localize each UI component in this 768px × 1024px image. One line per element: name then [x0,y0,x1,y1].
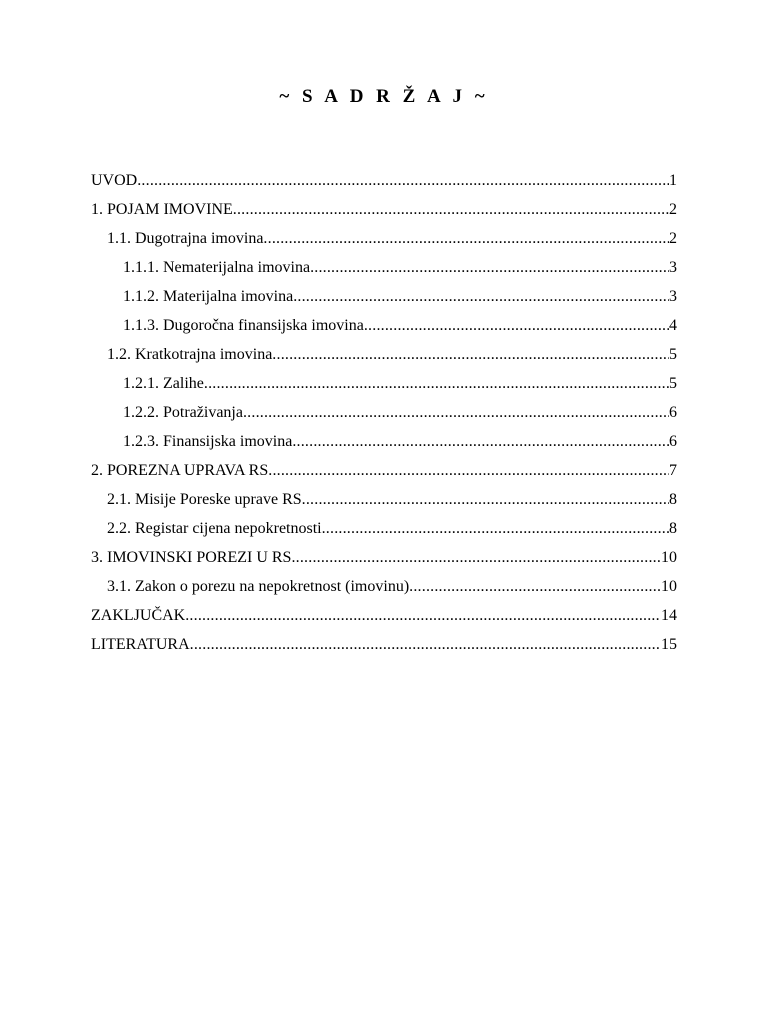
toc-page-number: 8 [669,491,677,508]
toc-page-number: 5 [669,375,677,392]
toc-entry-label: 1.1.1. Nematerijalna imovina [123,259,311,276]
toc-entry[interactable] [91,572,677,601]
toc-entry-label: 2.1. Misije Poreske uprave RS [107,491,302,508]
toc-entry[interactable] [91,195,677,224]
toc-entry[interactable] [91,514,677,543]
toc-entry[interactable] [91,253,677,282]
toc-page-number: 8 [669,520,677,537]
page-title: ~ S A D R Ž A J ~ [279,86,489,107]
toc-page-number: 3 [669,259,677,276]
toc-entry[interactable] [91,456,677,485]
toc-entry-label: 3. IMOVINSKI POREZI U RS [91,549,292,566]
toc-dot-leader [190,630,661,659]
toc-entry[interactable] [91,369,677,398]
toc-entry[interactable] [91,630,677,659]
toc-dot-leader [292,427,669,456]
toc-entry-label: 1.2.2. Potraživanja [123,404,243,421]
toc-entry[interactable] [91,166,677,195]
toc-entry-label: 3.1. Zakon o porezu na nepokretnost (imovinu) [107,578,410,595]
toc-page-number: 10 [661,549,677,566]
toc-entry[interactable] [91,427,677,456]
toc-entry[interactable] [91,224,677,253]
toc-entry-label: LITERATURA [91,636,190,653]
toc-page-number: 1 [669,172,677,189]
toc-page-number: 2 [669,201,677,218]
toc-page-number: 15 [661,636,677,653]
toc-entry-label: ZAKLJUČAK [91,607,186,624]
toc-page-number: 4 [669,317,677,334]
toc-page-number: 3 [669,288,677,305]
toc-entry-label: 1.1.3. Dugoročna finansijska imovina [123,317,364,334]
toc-entry-label: 1.1.2. Materijalna imovina [123,288,294,305]
toc-dot-leader [364,311,669,340]
toc-page-number: 6 [669,433,677,450]
toc-entry-label: UVOD [91,172,138,189]
toc-page-number: 6 [669,404,677,421]
toc-entry-label: 1. POJAM IMOVINE [91,201,233,218]
toc-dot-leader [293,282,669,311]
toc-dot-leader [268,456,669,485]
toc-entry-label: 1.2.3. Finansijska imovina [123,433,293,450]
toc-page-number: 5 [669,346,677,363]
toc-dot-leader [409,572,661,601]
toc-dot-leader [291,543,661,572]
toc-entry-label: 1.2. Kratkotrajna imovina [107,346,273,363]
toc-page-number: 14 [661,607,677,624]
toc-entry[interactable] [91,485,677,514]
toc-page-number: 10 [661,578,677,595]
toc-dot-leader [204,369,669,398]
toc-entry-label: 1.1. Dugotrajna imovina [107,230,264,247]
toc-dot-leader [137,166,669,195]
toc-dot-leader [310,253,669,282]
table-of-contents [91,166,677,659]
toc-entry[interactable] [91,340,677,369]
toc-dot-leader [233,195,669,224]
toc-entry[interactable] [91,543,677,572]
toc-dot-leader [322,514,669,543]
toc-entry[interactable] [91,282,677,311]
toc-page-number: 2 [669,230,677,247]
toc-entry-label: 1.2.1. Zalihe [123,375,204,392]
toc-page-number: 7 [669,462,677,479]
toc-entry[interactable] [91,601,677,630]
toc-dot-leader [302,485,669,514]
toc-dot-leader [243,398,669,427]
toc-entry[interactable] [91,398,677,427]
toc-entry-label: 2.2. Registar cijena nepokretnosti [107,520,322,537]
toc-entry[interactable] [91,311,677,340]
toc-entry-label: 2. POREZNA UPRAVA RS [91,462,269,479]
toc-dot-leader [263,224,669,253]
toc-dot-leader [185,601,661,630]
toc-dot-leader [272,340,669,369]
